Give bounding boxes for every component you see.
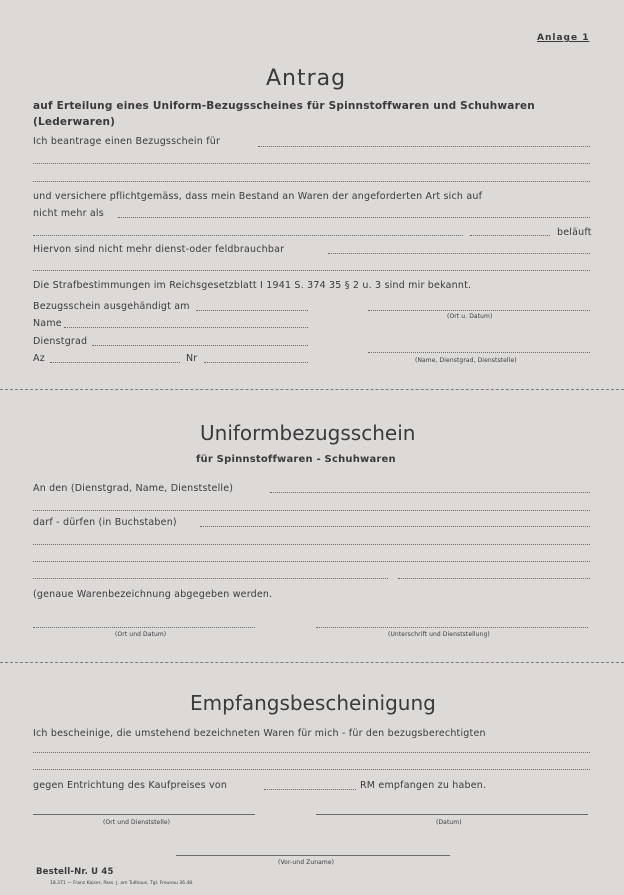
cut-line-1 xyxy=(0,389,624,390)
az-label: Az xyxy=(33,353,45,364)
vorname-zuname-field[interactable] xyxy=(176,855,450,856)
rm-label: RM empfangen zu haben. xyxy=(360,780,487,791)
stock-field[interactable] xyxy=(118,217,590,218)
az-field[interactable] xyxy=(50,362,180,363)
empfang-datum-field[interactable] xyxy=(316,814,588,815)
request-field-3[interactable] xyxy=(33,181,590,182)
assure-line1: und versichere pflichtgemäss, dass mein Bestand an Waren der angeforderten Art sich auf xyxy=(33,191,483,202)
empfang-field-1[interactable] xyxy=(33,752,590,753)
vorname-zuname-caption: (Vor-und Zuname) xyxy=(278,859,335,866)
uniform-title: Uniformbezugsschein xyxy=(200,421,416,445)
assure-line2: nicht mehr als xyxy=(33,208,104,219)
antrag-subtitle-line1: auf Erteilung eines Uniform-Bezugsscheines für Spinnstoffwaren und Schuhwaren xyxy=(33,100,535,112)
stock-amount-field[interactable] xyxy=(470,235,550,236)
dienstgrad-label: Dienstgrad xyxy=(33,336,88,347)
ort-datum-caption: (Ort u. Datum) xyxy=(447,313,493,320)
name-dienst-caption: (Name, Dienstgrad, Dienststelle) xyxy=(415,357,517,364)
printer-line: 18.371 — Franz Kaiser, Pass. J. am Tullhaus, Tgl. Freunau 36.48. xyxy=(50,881,194,886)
kaufpreis-field[interactable] xyxy=(264,789,356,790)
unterschrift-field[interactable] xyxy=(316,627,588,628)
cut-line-2 xyxy=(0,662,624,663)
request-label: Ich beantrage einen Bezugsschein für xyxy=(33,136,221,147)
unterschrift-caption: (Unterschrift und Dienststellung) xyxy=(388,631,490,638)
goods-field-1[interactable] xyxy=(33,544,590,545)
name-field[interactable] xyxy=(64,327,308,328)
stock-field-2[interactable] xyxy=(33,235,463,236)
bestell-nr: Bestell-Nr. U 45 xyxy=(36,867,114,877)
dienstgrad-field[interactable] xyxy=(92,345,308,346)
uniform-ort-datum-caption: (Ort und Datum) xyxy=(115,631,167,638)
entrichtung-label: gegen Entrichtung des Kaufpreises von xyxy=(33,780,228,791)
an-den-field[interactable] xyxy=(270,492,590,493)
an-den-field-2[interactable] xyxy=(33,510,590,511)
datum-caption: (Datum) xyxy=(436,819,462,826)
darf-label: darf - dürfen (in Buchstaben) xyxy=(33,517,177,528)
belaeuft-label: beläuft xyxy=(557,227,592,238)
hiervon-label: Hiervon sind nicht mehr dienst-oder feldbrauchbar xyxy=(33,244,285,255)
goods-field-2[interactable] xyxy=(33,561,590,562)
hiervon-field[interactable] xyxy=(328,253,590,254)
name-dienst-field[interactable] xyxy=(368,352,590,353)
empfang-field-2[interactable] xyxy=(33,769,590,770)
uniform-subtitle: für Spinnstoffwaren - Schuhwaren xyxy=(196,454,396,465)
ausgehaendigt-label: Bezugsschein ausgehändigt am xyxy=(33,301,190,312)
ort-dienststelle-caption: (Ort und Dienststelle) xyxy=(103,819,171,826)
nr-field[interactable] xyxy=(204,362,308,363)
uniform-ort-datum-field[interactable] xyxy=(33,627,255,628)
antrag-subtitle-line2: (Lederwaren) xyxy=(33,116,116,128)
goods-field-3[interactable] xyxy=(33,578,388,579)
ort-datum-field[interactable] xyxy=(368,310,590,311)
anlage-label: Anlage 1 xyxy=(537,33,590,43)
name-label: Name xyxy=(33,318,62,329)
an-den-label: An den (Dienstgrad, Name, Dienststelle) xyxy=(33,483,234,494)
darf-field[interactable] xyxy=(200,526,590,527)
empfang-line1: Ich bescheinige, die umstehend bezeichneten Waren für mich - für den bezugsberechtigten xyxy=(33,728,486,739)
goods-field-4[interactable] xyxy=(398,578,590,579)
request-field-2[interactable] xyxy=(33,163,590,164)
request-field[interactable] xyxy=(258,146,590,147)
genaue-label: (genaue Warenbezeichnung abgegeben werden. xyxy=(33,589,273,600)
nr-label: Nr xyxy=(186,353,198,364)
empfang-title: Empfangsbescheinigung xyxy=(190,691,436,715)
antrag-title: Antrag xyxy=(266,66,347,91)
ausgehaendigt-field[interactable] xyxy=(196,310,308,311)
strafbestimmungen-text: Die Strafbestimmungen im Reichsgesetzblatt I 1941 S. 374 35 § 2 u. 3 sind mir bekannt. xyxy=(33,280,472,291)
hiervon-field-2[interactable] xyxy=(33,270,590,271)
empfang-ort-field[interactable] xyxy=(33,814,255,815)
